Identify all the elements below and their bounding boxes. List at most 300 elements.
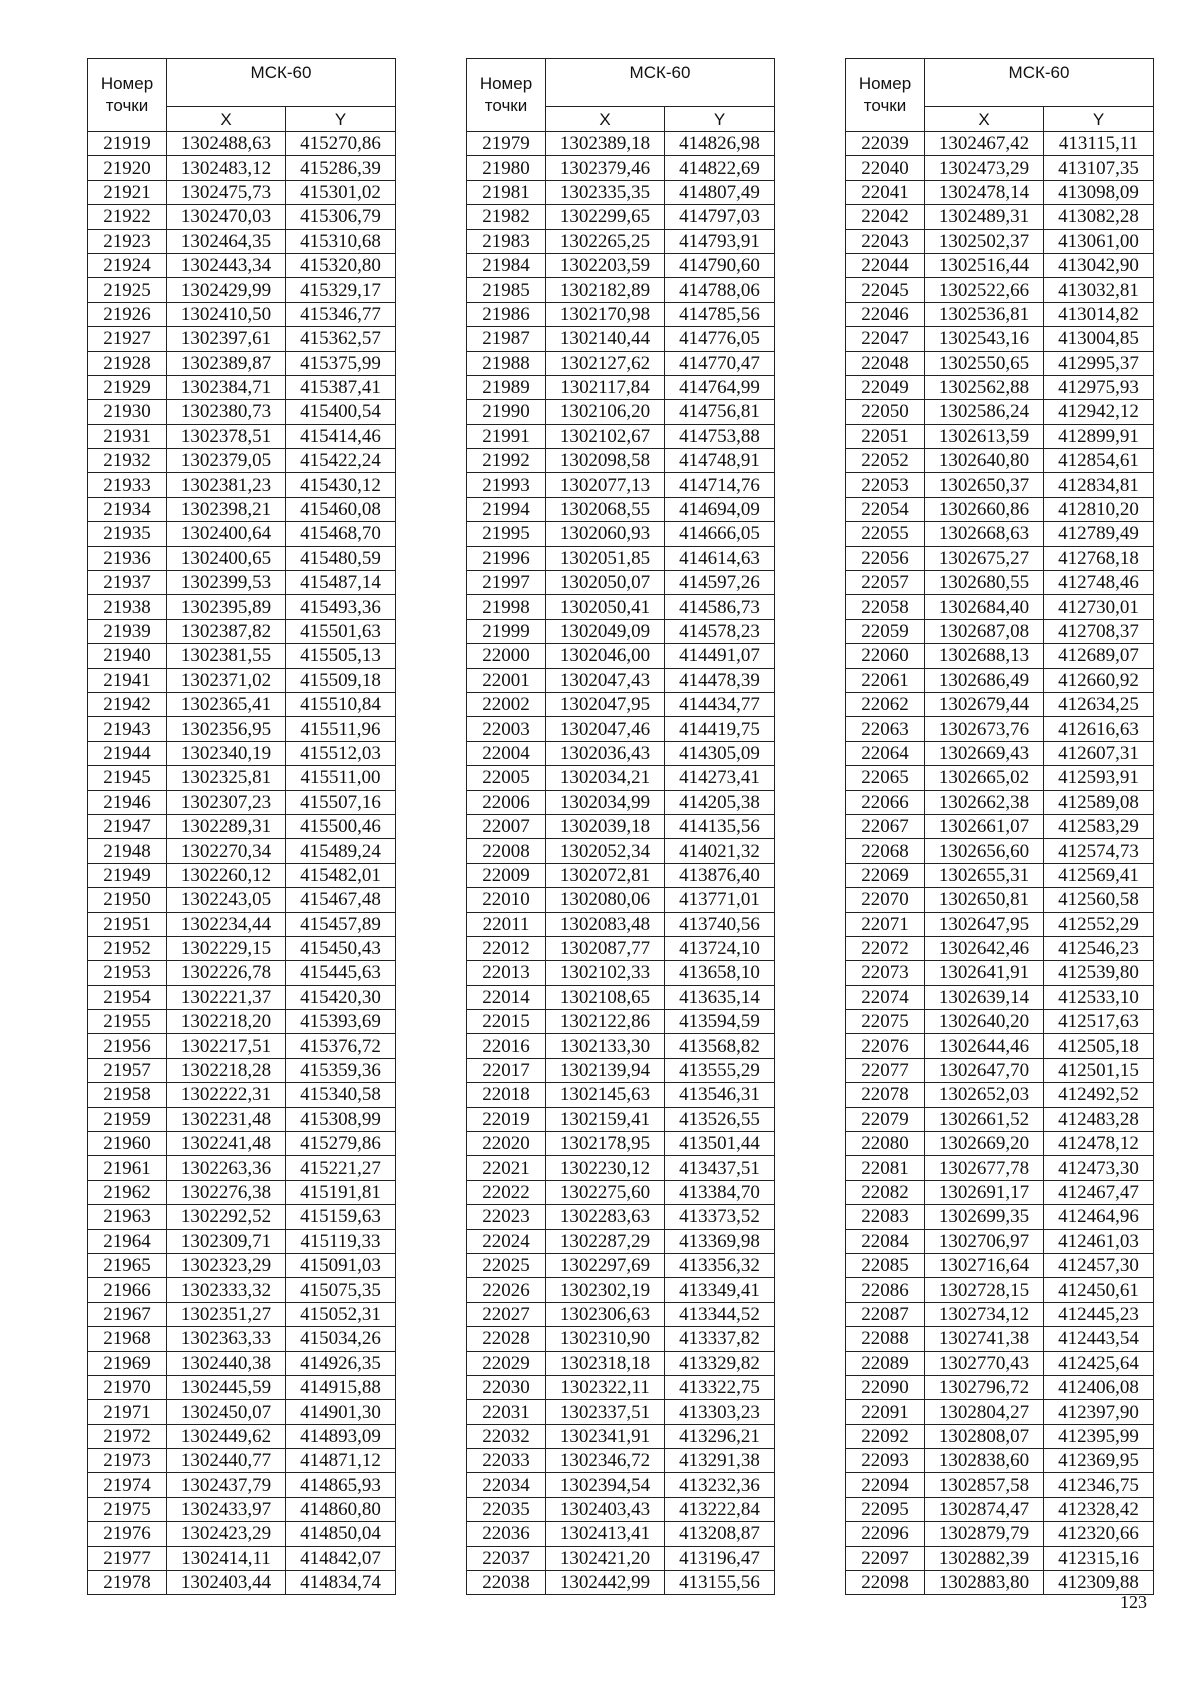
cell-point-number: 22000 (467, 644, 546, 668)
cell-x: 1302221,37 (167, 985, 286, 1009)
table-row (88, 327, 396, 351)
table-row (467, 1083, 775, 1107)
table-row (88, 1375, 396, 1399)
cell-y: 412505,18 (1044, 1034, 1154, 1058)
cell-x: 1302641,91 (925, 961, 1044, 985)
cell-point-number: 22083 (846, 1205, 925, 1229)
cell-point-number: 22054 (846, 497, 925, 521)
table-row (88, 1058, 396, 1082)
cell-y: 414842,07 (286, 1546, 396, 1570)
table-row (88, 1156, 396, 1180)
cell-y: 415482,01 (286, 863, 396, 887)
table-row (846, 1107, 1154, 1131)
cell-point-number: 21979 (467, 132, 546, 156)
cell-point-number: 22014 (467, 985, 546, 1009)
cell-y: 412560,58 (1044, 888, 1154, 912)
cell-point-number: 21990 (467, 400, 546, 424)
table-row (846, 571, 1154, 595)
cell-x: 1302260,12 (167, 863, 286, 887)
cell-point-number: 22086 (846, 1278, 925, 1302)
header-y: Y (286, 107, 396, 132)
cell-point-number: 21931 (88, 424, 167, 448)
table-row (846, 351, 1154, 375)
cell-y: 415191,81 (286, 1180, 396, 1204)
table-row (846, 1278, 1154, 1302)
cell-x: 1302437,79 (167, 1473, 286, 1497)
cell-x: 1302363,33 (167, 1327, 286, 1351)
cell-x: 1302464,35 (167, 229, 286, 253)
table-row (88, 1522, 396, 1546)
table-body (88, 132, 396, 1595)
cell-x: 1302080,06 (546, 888, 665, 912)
table-row (88, 985, 396, 1009)
cell-point-number: 22076 (846, 1034, 925, 1058)
cell-point-number: 21949 (88, 863, 167, 887)
cell-x: 1302309,71 (167, 1229, 286, 1253)
table-row (846, 1571, 1154, 1595)
table-row (88, 205, 396, 229)
cell-point-number: 21967 (88, 1302, 167, 1326)
cell-point-number: 21971 (88, 1400, 167, 1424)
cell-point-number: 22084 (846, 1229, 925, 1253)
table-row (467, 1034, 775, 1058)
cell-point-number: 22041 (846, 180, 925, 204)
cell-x: 1302170,98 (546, 302, 665, 326)
cell-point-number: 21992 (467, 449, 546, 473)
cell-x: 1302423,29 (167, 1522, 286, 1546)
cell-x: 1302668,63 (925, 522, 1044, 546)
table (466, 58, 775, 1595)
cell-y: 413373,52 (665, 1205, 775, 1229)
cell-y: 412397,90 (1044, 1400, 1154, 1424)
cell-point-number: 21986 (467, 302, 546, 326)
table-row (467, 1107, 775, 1131)
cell-y: 413208,87 (665, 1522, 775, 1546)
table-row (846, 1229, 1154, 1253)
table-row (88, 619, 396, 643)
table-row (846, 888, 1154, 912)
table-row (467, 1010, 775, 1034)
cell-x: 1302488,63 (167, 132, 286, 156)
cell-y: 414901,30 (286, 1400, 396, 1424)
cell-x: 1302586,24 (925, 400, 1044, 424)
table-row (467, 375, 775, 399)
cell-point-number: 22092 (846, 1424, 925, 1448)
cell-x: 1302403,43 (546, 1497, 665, 1521)
cell-x: 1302302,19 (546, 1278, 665, 1302)
cell-x: 1302159,41 (546, 1107, 665, 1131)
header-point-number-line1: Номер (479, 74, 533, 93)
cell-y: 415286,39 (286, 156, 396, 180)
cell-point-number: 22018 (467, 1083, 546, 1107)
cell-x: 1302450,07 (167, 1400, 286, 1424)
cell-y: 414770,47 (665, 351, 775, 375)
cell-x: 1302728,15 (925, 1278, 1044, 1302)
cell-point-number: 22052 (846, 449, 925, 473)
table-row (846, 180, 1154, 204)
cell-y: 413061,00 (1044, 229, 1154, 253)
cell-y: 413042,90 (1044, 253, 1154, 277)
cell-x: 1302400,64 (167, 522, 286, 546)
table-row (88, 1132, 396, 1156)
cell-point-number: 22090 (846, 1375, 925, 1399)
table-row (88, 1229, 396, 1253)
cell-y: 413740,56 (665, 912, 775, 936)
cell-y: 414785,56 (665, 302, 775, 326)
table-row (88, 1083, 396, 1107)
cell-point-number: 21926 (88, 302, 167, 326)
table-row (467, 278, 775, 302)
table-row (88, 449, 396, 473)
cell-x: 1302270,34 (167, 839, 286, 863)
table-row (467, 497, 775, 521)
cell-x: 1302716,64 (925, 1253, 1044, 1277)
table-row (88, 473, 396, 497)
cell-x: 1302536,81 (925, 302, 1044, 326)
table-row (846, 644, 1154, 668)
cell-point-number: 22008 (467, 839, 546, 863)
cell-y: 414797,03 (665, 205, 775, 229)
cell-y: 414135,56 (665, 814, 775, 838)
cell-x: 1302318,18 (546, 1351, 665, 1375)
cell-y: 412309,88 (1044, 1571, 1154, 1595)
cell-x: 1302083,48 (546, 912, 665, 936)
cell-x: 1302379,05 (167, 449, 286, 473)
cell-x: 1302395,89 (167, 595, 286, 619)
table-row (846, 1010, 1154, 1034)
cell-y: 415511,96 (286, 717, 396, 741)
cell-y: 415422,24 (286, 449, 396, 473)
table-row (467, 595, 775, 619)
cell-point-number: 22097 (846, 1546, 925, 1570)
cell-x: 1302516,44 (925, 253, 1044, 277)
header-point-number-line2: точки (863, 96, 907, 115)
cell-y: 412975,93 (1044, 375, 1154, 399)
cell-point-number: 22027 (467, 1302, 546, 1326)
cell-x: 1302398,21 (167, 497, 286, 521)
table-row (467, 1375, 775, 1399)
cell-y: 412473,30 (1044, 1156, 1154, 1180)
cell-x: 1302047,95 (546, 692, 665, 716)
cell-x: 1302673,76 (925, 717, 1044, 741)
cell-x: 1302475,73 (167, 180, 286, 204)
table-row (846, 839, 1154, 863)
cell-y: 415500,46 (286, 814, 396, 838)
table-row (467, 1132, 775, 1156)
cell-point-number: 22034 (467, 1473, 546, 1497)
cell-y: 415457,89 (286, 912, 396, 936)
cell-point-number: 22081 (846, 1156, 925, 1180)
cell-point-number: 21947 (88, 814, 167, 838)
cell-y: 415510,84 (286, 692, 396, 716)
cell-x: 1302098,58 (546, 449, 665, 473)
table-row (88, 961, 396, 985)
cell-y: 415091,03 (286, 1253, 396, 1277)
cell-point-number: 22061 (846, 668, 925, 692)
cell-point-number: 22024 (467, 1229, 546, 1253)
cell-point-number: 22029 (467, 1351, 546, 1375)
cell-point-number: 21985 (467, 278, 546, 302)
table-row (846, 278, 1154, 302)
cell-x: 1302381,23 (167, 473, 286, 497)
cell-x: 1302346,72 (546, 1449, 665, 1473)
cell-y: 414915,88 (286, 1375, 396, 1399)
cell-y: 415501,63 (286, 619, 396, 643)
cell-x: 1302389,87 (167, 351, 286, 375)
table-row (467, 766, 775, 790)
cell-x: 1302310,90 (546, 1327, 665, 1351)
table-row (467, 400, 775, 424)
table-row (88, 912, 396, 936)
table-row (88, 571, 396, 595)
cell-y: 412730,01 (1044, 595, 1154, 619)
cell-point-number: 22016 (467, 1034, 546, 1058)
cell-x: 1302380,73 (167, 400, 286, 424)
cell-point-number: 22053 (846, 473, 925, 497)
cell-y: 412995,37 (1044, 351, 1154, 375)
cell-x: 1302139,94 (546, 1058, 665, 1082)
cell-y: 415468,70 (286, 522, 396, 546)
cell-x: 1302882,39 (925, 1546, 1044, 1570)
cell-y: 413437,51 (665, 1156, 775, 1180)
cell-y: 412589,08 (1044, 790, 1154, 814)
cell-y: 415340,58 (286, 1083, 396, 1107)
coordinates-table-1 (87, 58, 396, 1595)
table-row (846, 156, 1154, 180)
table-row (846, 741, 1154, 765)
cell-y: 412546,23 (1044, 936, 1154, 960)
cell-point-number: 22037 (467, 1546, 546, 1570)
cell-x: 1302108,65 (546, 985, 665, 1009)
cell-point-number: 21941 (88, 668, 167, 692)
cell-point-number: 21996 (467, 546, 546, 570)
cell-x: 1302039,18 (546, 814, 665, 838)
cell-point-number: 22026 (467, 1278, 546, 1302)
cell-point-number: 21972 (88, 1424, 167, 1448)
cell-point-number: 22080 (846, 1132, 925, 1156)
cell-point-number: 21919 (88, 132, 167, 156)
cell-y: 414748,91 (665, 449, 775, 473)
cell-x: 1302522,66 (925, 278, 1044, 302)
cell-y: 414753,88 (665, 424, 775, 448)
cell-point-number: 21944 (88, 741, 167, 765)
cell-y: 414893,09 (286, 1424, 396, 1448)
cell-point-number: 21937 (88, 571, 167, 595)
cell-point-number: 22078 (846, 1083, 925, 1107)
cell-point-number: 22074 (846, 985, 925, 1009)
cell-point-number: 22043 (846, 229, 925, 253)
cell-point-number: 22048 (846, 351, 925, 375)
table-row (846, 790, 1154, 814)
cell-x: 1302400,65 (167, 546, 286, 570)
cell-y: 414790,60 (665, 253, 775, 277)
table-row (88, 351, 396, 375)
cell-x: 1302231,48 (167, 1107, 286, 1131)
table-row (846, 1156, 1154, 1180)
table-row (846, 595, 1154, 619)
table-row (467, 522, 775, 546)
table-row (467, 156, 775, 180)
cell-x: 1302442,99 (546, 1571, 665, 1595)
cell-x: 1302051,85 (546, 546, 665, 570)
table-row (88, 668, 396, 692)
cell-x: 1302050,07 (546, 571, 665, 595)
cell-point-number: 21974 (88, 1473, 167, 1497)
cell-x: 1302440,77 (167, 1449, 286, 1473)
cell-y: 412478,12 (1044, 1132, 1154, 1156)
cell-point-number: 21991 (467, 424, 546, 448)
table-row (88, 936, 396, 960)
cell-point-number: 22098 (846, 1571, 925, 1595)
table-row (88, 1180, 396, 1204)
cell-x: 1302263,36 (167, 1156, 286, 1180)
page-number: 123 (1120, 1592, 1147, 1612)
cell-point-number: 22062 (846, 692, 925, 716)
cell-y: 413501,44 (665, 1132, 775, 1156)
cell-x: 1302429,99 (167, 278, 286, 302)
cell-point-number: 21943 (88, 717, 167, 741)
cell-y: 413568,82 (665, 1034, 775, 1058)
table-row (467, 741, 775, 765)
cell-point-number: 22067 (846, 814, 925, 838)
table-row (88, 692, 396, 716)
table-row (88, 132, 396, 156)
cell-y: 414793,91 (665, 229, 775, 253)
cell-y: 414694,09 (665, 497, 775, 521)
table-row (846, 1424, 1154, 1448)
cell-point-number: 22010 (467, 888, 546, 912)
cell-x: 1302669,43 (925, 741, 1044, 765)
table-row (846, 1375, 1154, 1399)
table-row (88, 229, 396, 253)
cell-point-number: 22087 (846, 1302, 925, 1326)
cell-point-number: 22047 (846, 327, 925, 351)
cell-point-number: 21961 (88, 1156, 167, 1180)
cell-y: 415301,02 (286, 180, 396, 204)
header-point-number-line1: Номер (100, 74, 154, 93)
cell-x: 1302433,97 (167, 1497, 286, 1521)
cell-y: 415512,03 (286, 741, 396, 765)
cell-point-number: 21929 (88, 375, 167, 399)
table-row (846, 1327, 1154, 1351)
cell-point-number: 21981 (467, 180, 546, 204)
cell-point-number: 22063 (846, 717, 925, 741)
cell-y: 412320,66 (1044, 1522, 1154, 1546)
cell-x: 1302770,43 (925, 1351, 1044, 1375)
cell-x: 1302562,88 (925, 375, 1044, 399)
header-x: X (546, 107, 665, 132)
cell-y: 414578,23 (665, 619, 775, 643)
cell-x: 1302550,65 (925, 351, 1044, 375)
cell-x: 1302356,95 (167, 717, 286, 741)
cell-x: 1302337,51 (546, 1400, 665, 1424)
cell-y: 412517,63 (1044, 1010, 1154, 1034)
cell-x: 1302613,59 (925, 424, 1044, 448)
cell-point-number: 22023 (467, 1205, 546, 1229)
cell-point-number: 22089 (846, 1351, 925, 1375)
table (845, 58, 1154, 1595)
cell-point-number: 22088 (846, 1327, 925, 1351)
cell-x: 1302127,62 (546, 351, 665, 375)
cell-point-number: 22045 (846, 278, 925, 302)
cell-x: 1302421,20 (546, 1546, 665, 1570)
cell-y: 412616,63 (1044, 717, 1154, 741)
cell-point-number: 21988 (467, 351, 546, 375)
table-row (846, 400, 1154, 424)
table-row (846, 1058, 1154, 1082)
cell-point-number: 22033 (467, 1449, 546, 1473)
table-row (88, 1497, 396, 1521)
cell-x: 1302052,34 (546, 839, 665, 863)
cell-point-number: 21984 (467, 253, 546, 277)
cell-y: 415507,16 (286, 790, 396, 814)
cell-y: 415450,43 (286, 936, 396, 960)
cell-y: 412854,61 (1044, 449, 1154, 473)
cell-point-number: 22085 (846, 1253, 925, 1277)
table (87, 58, 396, 1595)
cell-x: 1302333,32 (167, 1278, 286, 1302)
cell-point-number: 22009 (467, 863, 546, 887)
cell-point-number: 21980 (467, 156, 546, 180)
cell-y: 413014,82 (1044, 302, 1154, 326)
table-body (846, 132, 1154, 1595)
cell-y: 413546,31 (665, 1083, 775, 1107)
cell-x: 1302072,81 (546, 863, 665, 887)
cell-x: 1302087,77 (546, 936, 665, 960)
cell-point-number: 22082 (846, 1180, 925, 1204)
cell-point-number: 21999 (467, 619, 546, 643)
table-row (846, 1449, 1154, 1473)
cell-y: 415467,48 (286, 888, 396, 912)
cell-x: 1302265,25 (546, 229, 665, 253)
cell-y: 415493,36 (286, 595, 396, 619)
cell-x: 1302414,11 (167, 1546, 286, 1570)
table-row (88, 814, 396, 838)
table-row (467, 351, 775, 375)
table-row (467, 1229, 775, 1253)
table-row (467, 571, 775, 595)
table-row (88, 278, 396, 302)
cell-x: 1302068,55 (546, 497, 665, 521)
cell-point-number: 22036 (467, 1522, 546, 1546)
cell-y: 412834,81 (1044, 473, 1154, 497)
cell-y: 415320,80 (286, 253, 396, 277)
cell-x: 1302655,31 (925, 863, 1044, 887)
table-row (88, 595, 396, 619)
cell-y: 412748,46 (1044, 571, 1154, 595)
cell-point-number: 21959 (88, 1107, 167, 1131)
table-row (846, 327, 1154, 351)
cell-point-number: 21983 (467, 229, 546, 253)
cell-point-number: 21982 (467, 205, 546, 229)
cell-point-number: 21921 (88, 180, 167, 204)
table-row (846, 1497, 1154, 1521)
cell-x: 1302478,14 (925, 180, 1044, 204)
cell-y: 415375,99 (286, 351, 396, 375)
cell-x: 1302389,18 (546, 132, 665, 156)
cell-point-number: 22077 (846, 1058, 925, 1082)
cell-y: 412689,07 (1044, 644, 1154, 668)
cell-x: 1302410,50 (167, 302, 286, 326)
cell-x: 1302122,86 (546, 1010, 665, 1034)
cell-point-number: 21962 (88, 1180, 167, 1204)
cell-y: 413232,36 (665, 1473, 775, 1497)
cell-x: 1302489,31 (925, 205, 1044, 229)
cell-y: 412483,28 (1044, 1107, 1154, 1131)
cell-y: 414419,75 (665, 717, 775, 741)
cell-point-number: 22073 (846, 961, 925, 985)
table-row (88, 302, 396, 326)
